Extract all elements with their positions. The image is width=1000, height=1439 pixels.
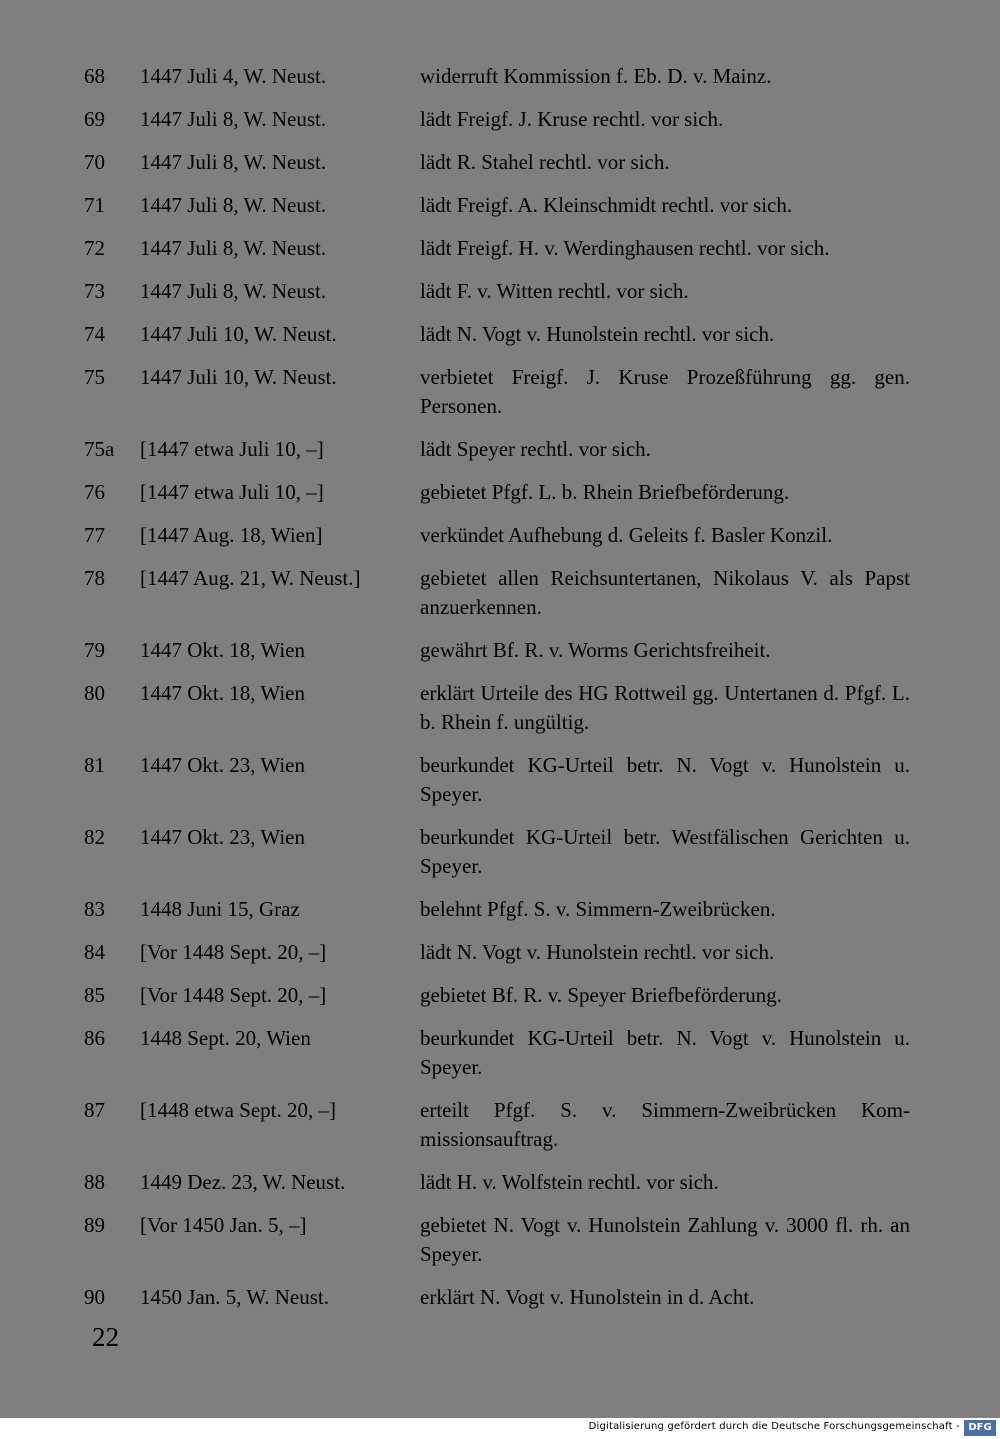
- table-row: [84, 1211, 914, 1269]
- entry-number: 78: [84, 566, 105, 590]
- entry-date: 1447 Juli 4, W. Neust.: [140, 64, 327, 88]
- table-row: [84, 1283, 914, 1312]
- table-row: [84, 320, 914, 349]
- entry-number: 82: [84, 825, 105, 849]
- table-row: [84, 521, 914, 550]
- entry-number: 80: [84, 681, 105, 705]
- entry-date: 1449 Dez. 23, W. Neust.: [140, 1170, 346, 1194]
- table-row: [84, 679, 914, 737]
- entry-text: lädt Speyer rechtl. vor sich.: [420, 437, 651, 461]
- table-row: [84, 636, 914, 665]
- table-row: [84, 105, 914, 134]
- entry-text: beurkundet KG-Urteil betr. N. Vogt v. Hunolstein u. Speyer.: [420, 753, 910, 806]
- entry-text: lädt Freigf. J. Kruse rechtl. vor sich.: [420, 107, 724, 131]
- table-row: [84, 895, 914, 924]
- entry-date: 1447 Okt. 23, Wien: [140, 825, 306, 849]
- entry-text: lädt F. v. Witten rechtl. vor sich.: [420, 279, 689, 303]
- entry-number: 77: [84, 523, 105, 547]
- table-row: [84, 234, 914, 263]
- table-row: [84, 148, 914, 177]
- entry-text: verkündet Aufhebung d. Geleits f. Basler Konzil.: [420, 523, 833, 547]
- entry-number: 81: [84, 753, 105, 777]
- entry-number: 86: [84, 1026, 105, 1050]
- entry-date: 1447 Juli 8, W. Neust.: [140, 193, 327, 217]
- entry-number: 85: [84, 983, 105, 1007]
- entry-number: 68: [84, 64, 105, 88]
- entry-text: belehnt Pfgf. S. v. Simmern-Zweibrücken.: [420, 897, 776, 921]
- page-number: 22: [92, 1322, 119, 1352]
- entry-date: 1447 Juli 10, W. Neust.: [140, 322, 337, 346]
- entry-date: [1448 etwa Sept. 20, –]: [140, 1098, 336, 1122]
- table-row: [84, 191, 914, 220]
- entry-text: widerruft Kommission f. Eb. D. v. Mainz.: [420, 64, 772, 88]
- entry-text: gewährt Bf. R. v. Worms Gerichtsfreiheit.: [420, 638, 771, 662]
- entry-text: verbietet Freigf. J. Kruse Prozeßführung gg. gen. Personen.: [420, 365, 910, 418]
- entry-date: 1447 Okt. 18, Wien: [140, 681, 306, 705]
- entry-text: gebietet Bf. R. v. Speyer Briefbeförderung.: [420, 983, 782, 1007]
- entry-date: [Vor 1450 Jan. 5, –]: [140, 1213, 307, 1237]
- entry-date: 1450 Jan. 5, W. Neust.: [140, 1285, 329, 1309]
- entry-number: 87: [84, 1098, 105, 1122]
- entry-date: [1447 etwa Juli 10, –]: [140, 480, 324, 504]
- entry-text: lädt N. Vogt v. Hunolstein rechtl. vor sich.: [420, 940, 775, 964]
- entry-date: [1447 Aug. 21, W. Neust.]: [140, 566, 361, 590]
- entry-text: erteilt Pfgf. S. v. Simmern-Zweibrücken Kommissionsauftrag.: [420, 1098, 910, 1151]
- entry-text: gebietet allen Reichsuntertanen, Nikolaus V. als Papst anzuerkennen.: [420, 566, 910, 619]
- table-row: [84, 435, 914, 464]
- table-row: [84, 823, 914, 881]
- entry-date: 1447 Okt. 23, Wien: [140, 753, 306, 777]
- table-row: [84, 277, 914, 306]
- table-row: [84, 938, 914, 967]
- table-row: [84, 363, 914, 421]
- entry-date: 1447 Okt. 18, Wien: [140, 638, 306, 662]
- entry-text: erklärt N. Vogt v. Hunolstein in d. Acht.: [420, 1285, 755, 1309]
- table-row: [84, 62, 914, 91]
- entry-text: gebietet N. Vogt v. Hunolstein Zahlung v. 3000 fl. rh. an Speyer.: [420, 1213, 910, 1266]
- table-row: [84, 564, 914, 622]
- entry-number: 88: [84, 1170, 105, 1194]
- table-row: [84, 1096, 914, 1154]
- entry-text: lädt R. Stahel rechtl. vor sich.: [420, 150, 670, 174]
- entry-number: 70: [84, 150, 105, 174]
- entry-text: lädt N. Vogt v. Hunolstein rechtl. vor sich.: [420, 322, 775, 346]
- entry-date: 1447 Juli 10, W. Neust.: [140, 365, 337, 389]
- entry-text: lädt H. v. Wolfstein rechtl. vor sich.: [420, 1170, 719, 1194]
- entry-date: 1447 Juli 8, W. Neust.: [140, 107, 327, 131]
- dfg-logo-icon: DFG: [964, 1420, 996, 1436]
- regest-table: [84, 62, 914, 1326]
- entry-number: 74: [84, 322, 105, 346]
- entry-date: 1448 Sept. 20, Wien: [140, 1026, 311, 1050]
- entry-number: 72: [84, 236, 105, 260]
- entry-date: [Vor 1448 Sept. 20, –]: [140, 983, 327, 1007]
- table-row: [84, 751, 914, 809]
- entry-number: 89: [84, 1213, 105, 1237]
- entry-number: 83: [84, 897, 105, 921]
- entry-text: lädt Freigf. H. v. Werdinghausen rechtl. vor sich.: [420, 236, 830, 260]
- entry-number: 75a: [84, 437, 115, 461]
- entry-number: 76: [84, 480, 105, 504]
- entry-number: 69: [84, 107, 105, 131]
- table-row: [84, 981, 914, 1010]
- table-row: [84, 1168, 914, 1197]
- entry-text: beurkundet KG-Urteil betr. Westfälischen Gerichten u. Speyer.: [420, 825, 910, 878]
- entry-date: [Vor 1448 Sept. 20, –]: [140, 940, 327, 964]
- table-row: [84, 1024, 914, 1082]
- entry-date: [1447 Aug. 18, Wien]: [140, 523, 323, 547]
- entry-number: 90: [84, 1285, 105, 1309]
- entry-number: 71: [84, 193, 105, 217]
- entry-number: 84: [84, 940, 105, 964]
- entry-text: beurkundet KG-Urteil betr. N. Vogt v. Hunolstein u. Speyer.: [420, 1026, 910, 1079]
- entry-text: lädt Freigf. A. Kleinschmidt rechtl. vor sich.: [420, 193, 793, 217]
- entry-number: 73: [84, 279, 105, 303]
- entry-text: gebietet Pfgf. L. b. Rhein Briefbeförderung.: [420, 480, 790, 504]
- entry-date: [1447 etwa Juli 10, –]: [140, 437, 324, 461]
- entry-number: 75: [84, 365, 105, 389]
- footer: [0, 1418, 1000, 1439]
- entry-text: erklärt Urteile des HG Rottweil gg. Untertanen d. Pfgf. L. b. Rhein f. ungültig.: [420, 681, 910, 734]
- entry-date: 1447 Juli 8, W. Neust.: [140, 279, 327, 303]
- table-row: [84, 478, 914, 507]
- footer-credit: Digitalisierung gefördert durch die Deutsche Forschungsgemeinschaft -: [588, 1421, 960, 1432]
- entry-date: 1447 Juli 8, W. Neust.: [140, 236, 327, 260]
- entry-number: 79: [84, 638, 105, 662]
- entry-date: 1447 Juli 8, W. Neust.: [140, 150, 327, 174]
- entry-date: 1448 Juni 15, Graz: [140, 897, 300, 921]
